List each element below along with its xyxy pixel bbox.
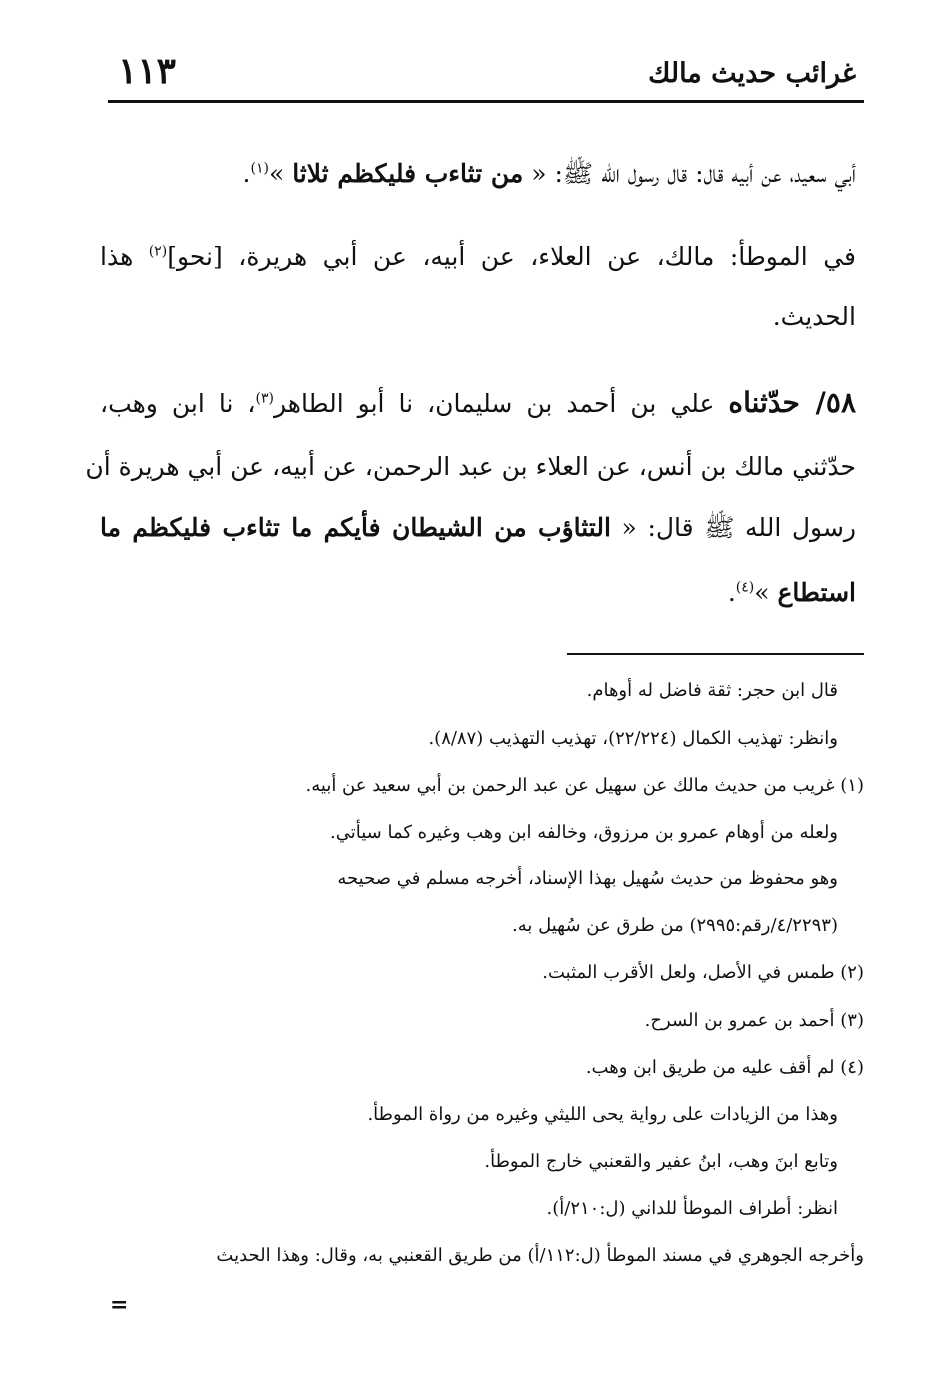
footnote-line: قال ابن حجر: ثقة فاضل له أوهام. — [586, 680, 838, 701]
footnote-line: وانظر: تهذيب الكمال (٢٢/٢٢٤)، تهذيب التهذيب (٨/٨٧). — [428, 728, 838, 749]
footnote-ref: (١) — [250, 160, 269, 177]
body-line-3: الحديث. — [772, 302, 856, 331]
period: . — [727, 578, 736, 607]
body-text: رسول الله ﷺ قال: « — [610, 513, 856, 542]
footnote-line: انظر: أطراف الموطأ للداني (ل:٢١٠/أ). — [546, 1198, 838, 1219]
hadith-number: ٥٨/ حدّثناه — [728, 386, 856, 419]
footnote-line: (٢) طمس في الأصل، ولعل الأقرب المثبت. — [542, 962, 864, 983]
body-line-2 — [100, 242, 856, 271]
body-line-7 — [100, 578, 856, 607]
footnote-separator — [567, 653, 864, 655]
body-text: ، نا ابن وهب، — [100, 389, 256, 418]
body-line-1 — [100, 158, 856, 195]
footnote-line: (٣) أحمد بن عمرو بن السرح. — [644, 1010, 864, 1031]
header-rule — [108, 100, 864, 103]
footnote-line: (١) غريب من حديث مالك عن سهيل عن عبد الرحمن بن أبي سعيد عن أبيه. — [305, 775, 864, 796]
footnote-line: (٤/٢٢٩٣/رقم:٢٩٩٥) من طرق عن سُهيل به. — [512, 915, 838, 936]
footnote-line: وأخرجه الجوهري في مسند الموطأ (ل:١١٢/أ) من طريق القعنبي به، وقال: وهذا الحديث — [216, 1245, 864, 1266]
quote-close: » — [754, 578, 778, 607]
period: . — [242, 159, 251, 188]
footnote-ref: (٢) — [148, 243, 168, 260]
continuation-mark: = — [110, 1292, 129, 1318]
quote-close: » — [268, 159, 293, 188]
footnote-line: (٤) لم أقف عليه من طريق ابن وهب. — [585, 1057, 864, 1078]
body-line-6 — [100, 512, 856, 549]
hadith-text: التثاؤب من الشيطان فأيكم ما تثاءب فليكظم ما — [100, 513, 611, 542]
body-line-4 — [100, 386, 856, 419]
body-text: علي بن أحمد بن سليمان، نا أبو الطاهر — [273, 389, 729, 418]
hadith-text: استطاع — [777, 578, 856, 607]
footnote-ref: (٤) — [735, 579, 755, 596]
body-text: في الموطأ: مالك، عن العلاء، عن أبيه، عن أبي هريرة، [نحو] — [167, 242, 857, 271]
body-line-5: حدّثني مالك بن أنس، عن العلاء بن عبد الرحمن، عن أبيه، عن أبي هريرة أن — [85, 452, 856, 481]
footnote-line: وهذا من الزيادات على رواية يحى الليثي وغيره من رواة الموطأ. — [367, 1104, 838, 1125]
footnote-line: ولعله من أوهام عمرو بن مرزوق، وخالفه ابن وهب وغيره كما سيأتي. — [330, 822, 838, 843]
running-header-title: غرائب حديث مالك — [648, 58, 856, 89]
footnote-line: وتابع ابنَ وهب، ابنُ عفير والقعنبي خارج الموطأ. — [484, 1151, 838, 1172]
body-text: أبي سعيد، عن أبيه قال: قال رسول الله ﷺ: « — [523, 159, 856, 188]
footnote-line: وهو محفوظ من حديث سُهيل بهذا الإسناد، أخرجه مسلم في صحيحه — [337, 868, 838, 889]
hadith-text: من تثاءب فليكظم ثلاثا — [292, 159, 524, 188]
body-text: هذا — [100, 242, 149, 271]
page-number: ١١٣ — [118, 50, 177, 92]
footnote-ref: (٣) — [255, 390, 274, 407]
